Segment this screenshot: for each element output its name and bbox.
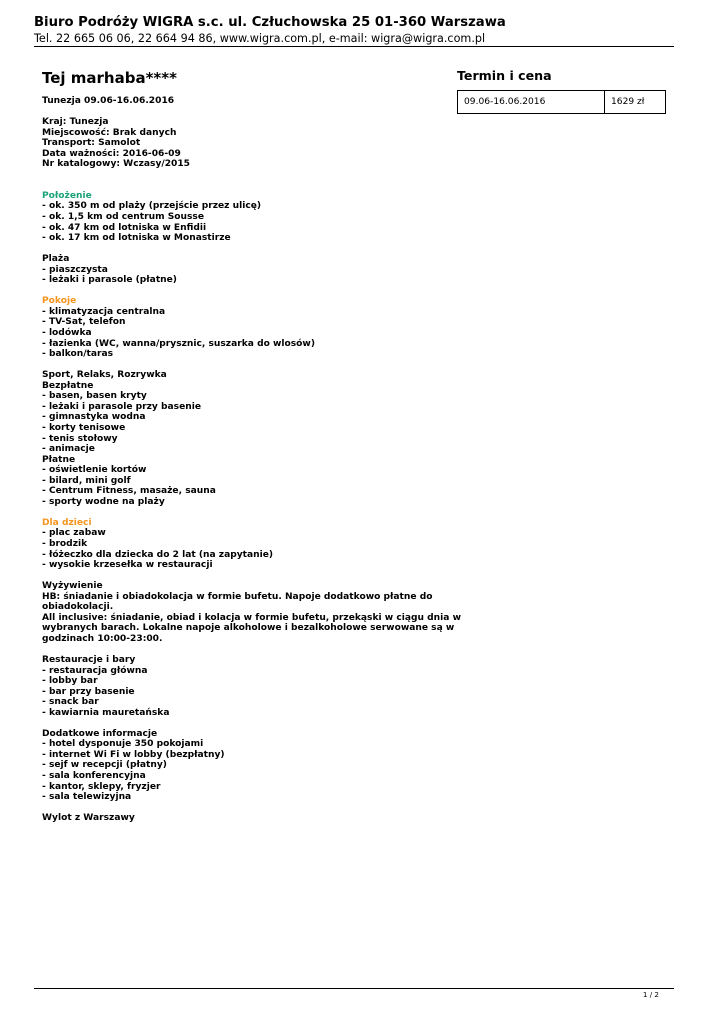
paid-label: Płatne bbox=[42, 454, 76, 465]
term-price: 1629 zł bbox=[605, 91, 666, 114]
list-item: - ok. 1,5 km od centrum Sousse bbox=[42, 212, 204, 223]
list-item: - ok. 17 km od lotniska w Monastirze bbox=[42, 233, 231, 244]
meals-line: wybranych barach. Lokalne napoje alkoholowe i bezalkoholowe serwowane są w bbox=[42, 623, 455, 634]
list-item: - sala konferencyjna bbox=[42, 771, 146, 781]
list-item: - bar przy basenie bbox=[42, 686, 135, 697]
list-item: - balkon/taras bbox=[42, 349, 114, 360]
list-item: - klimatyzacja centralna bbox=[42, 306, 166, 317]
list-item: - basen, basen kryty bbox=[42, 391, 147, 402]
section-extra-info bbox=[42, 729, 442, 803]
header-divider bbox=[34, 46, 674, 47]
meals-line: HB: śniadanie i obiadokolacja w formie bufetu. Napoje dodatkowo płatne do bbox=[42, 591, 433, 602]
list-item: - piaszczysta bbox=[42, 264, 108, 275]
section-heading: Plaża bbox=[42, 254, 70, 265]
list-item: - ok. 350 m od plaży (przejście przez ulicę) bbox=[42, 201, 262, 212]
detail-town: Miejscowość: Brak danych bbox=[42, 127, 177, 138]
list-item: - kantor, sklepy, fryzjer bbox=[42, 781, 161, 792]
list-item: - łóżeczko dla dziecka do 2 lat (na zapytanie) bbox=[42, 549, 274, 560]
pricing-title: Termin i cena bbox=[457, 68, 552, 83]
section-heading: Położenie bbox=[42, 190, 92, 201]
meals-line: obiadokolacji. bbox=[42, 602, 114, 613]
detail-country: Kraj: Tunezja bbox=[42, 117, 109, 128]
section-beach bbox=[42, 254, 442, 286]
meals-line: godzinach 10:00-23:00. bbox=[42, 633, 163, 644]
list-item: - kawiarnia mauretańska bbox=[42, 707, 170, 718]
section-heading: Dodatkowe informacje bbox=[42, 728, 158, 739]
agency-title: Biuro Podróży WIGRA s.c. ul. Człuchowska 25 01-360 Warszawa bbox=[34, 15, 506, 30]
section-rooms bbox=[42, 296, 442, 359]
section-heading: Sport, Relaks, Rozrywka bbox=[42, 370, 167, 381]
offer-details bbox=[42, 117, 442, 170]
section-location bbox=[42, 191, 442, 244]
detail-catalog-number: Nr katalogowy: Wczasy/2015 bbox=[42, 159, 191, 170]
meals-line: All inclusive: śniadanie, obiad i kolacja w formie bufetu, przekąski w ciągu dnia w bbox=[42, 612, 461, 623]
detail-valid-date: Data ważności: 2016-06-09 bbox=[42, 148, 181, 159]
list-item: - leżaki i parasole przy basenie bbox=[42, 401, 202, 412]
list-item: - ok. 47 km od lotniska w Enfidii bbox=[42, 222, 207, 233]
offer-content bbox=[42, 68, 461, 824]
section-restaurants bbox=[42, 655, 442, 718]
section-heading: Restauracje i bary bbox=[42, 654, 136, 665]
page-number: 1 / 2 bbox=[642, 990, 659, 999]
departure-info: Wylot z Warszawy bbox=[42, 813, 135, 824]
section-meals bbox=[42, 581, 461, 644]
list-item: - oświetlenie kortów bbox=[42, 465, 147, 476]
list-item: - sejf w recepcji (płatny) bbox=[42, 760, 167, 771]
offer-subtitle: Tunezja 09.06-16.06.2016 bbox=[42, 96, 175, 106]
section-heading: Wyżywienie bbox=[42, 581, 103, 592]
list-item: - wysokie krzesełka w restauracji bbox=[42, 560, 213, 571]
list-item: - brodzik bbox=[42, 538, 88, 549]
agency-contact: Tel. 22 665 06 06, 22 664 94 86, www.wigra.com.pl, e-mail: wigra@wigra.com.pl bbox=[34, 32, 486, 45]
offer-title: Tej marhaba**** bbox=[42, 69, 177, 87]
list-item: - Centrum Fitness, masaże, sauna bbox=[42, 486, 216, 497]
list-item: - plac zabaw bbox=[42, 528, 106, 539]
free-label: Bezpłatne bbox=[42, 380, 94, 391]
list-item: - internet Wi Fi w lobby (bezpłatny) bbox=[42, 749, 225, 760]
pricing-table bbox=[457, 90, 666, 114]
section-heading: Pokoje bbox=[42, 296, 77, 307]
list-item: - leżaki i parasole (płatne) bbox=[42, 275, 177, 286]
list-item: - lobby bar bbox=[42, 676, 98, 687]
list-item: - korty tenisowe bbox=[42, 422, 126, 433]
section-kids bbox=[42, 518, 442, 571]
list-item: - lodówka bbox=[42, 328, 92, 339]
list-item: - sporty wodne na plaży bbox=[42, 496, 165, 507]
table-row bbox=[458, 91, 666, 114]
detail-transport: Transport: Samolot bbox=[42, 138, 141, 149]
list-item: - hotel dysponuje 350 pokojami bbox=[42, 739, 204, 750]
list-item: - snack bar bbox=[42, 697, 99, 708]
list-item: - TV-Sat, telefon bbox=[42, 317, 126, 328]
pricing-panel bbox=[457, 68, 667, 114]
list-item: - sala telewizyjna bbox=[42, 792, 132, 803]
list-item: - tenis stołowy bbox=[42, 433, 118, 444]
list-item: - animacje bbox=[42, 444, 95, 455]
term-date: 09.06-16.06.2016 bbox=[458, 91, 605, 114]
list-item: - łazienka (WC, wanna/prysznic, suszarka do wlosów) bbox=[42, 338, 315, 349]
section-sport bbox=[42, 370, 442, 507]
document-header bbox=[34, 14, 674, 46]
footer-divider bbox=[34, 988, 674, 989]
list-item: - restauracja główna bbox=[42, 665, 148, 676]
list-item: - gimnastyka wodna bbox=[42, 412, 146, 423]
section-heading: Dla dzieci bbox=[42, 517, 92, 528]
list-item: - bilard, mini golf bbox=[42, 475, 131, 486]
